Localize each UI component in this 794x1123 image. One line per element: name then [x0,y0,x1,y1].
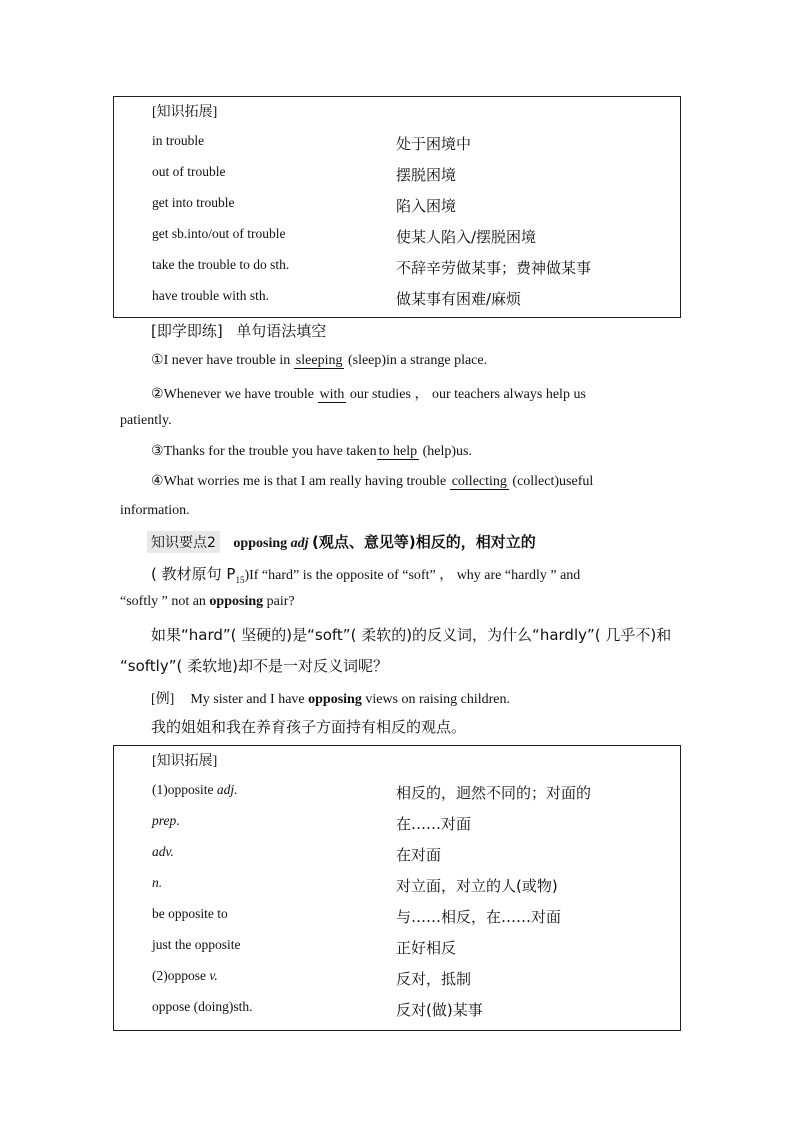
item-number: ② [151,387,164,402]
box-header: [知识拓展] [152,754,218,769]
knowledge-box-trouble [113,96,681,318]
practice-title: 单句语法填空 [236,322,327,340]
phrase-row [152,133,672,155]
phrase-row [152,906,672,928]
practice-item-4-cont: information. [120,503,190,518]
phrase-en: oppose (doing)sth. [152,999,253,1014]
knowledge-box-opposite [113,745,681,1031]
phrase-row [152,999,672,1021]
phrase-zh: 在对面 [396,846,442,864]
phrase-en-text: (1)opposite [152,782,217,797]
phrase-zh: 对立面，对立的人(或物) [396,877,558,895]
phrase-row [152,195,672,217]
knowledge-point-heading [147,531,536,553]
phrase-en [152,813,180,829]
phrase-zh: 反对(做)某事 [396,1001,483,1019]
item-text: Whenever we have trouble [163,387,318,402]
practice-header: [即学即练] [151,322,223,340]
source-page: 15 [235,574,245,585]
phrase-zh: 不辞辛劳做某事；费神做某事 [396,259,592,277]
translation-line-2: “softly”( 柔软地)却不是一对反义词呢？ [120,657,388,675]
item-number: ④ [151,474,164,489]
phrase-en [152,844,174,860]
source-bold: opposing [209,594,264,609]
item-number: ③ [151,444,164,459]
phrase-zh: 摆脱困境 [396,166,457,184]
phrase-en [152,782,238,798]
phrase-zh: 反对，抵制 [396,970,472,988]
phrase-zh: 相反的，迥然不同的；对面的 [396,784,592,802]
phrase-en-pos: n. [152,875,163,890]
phrase-row [152,844,672,866]
point-meaning: (观点、意见等)相反的，相对立的 [312,533,536,551]
example-bold: opposing [308,692,362,707]
item-text: (help)us. [419,444,472,459]
phrase-en-pos: adj. [216,782,238,797]
answer-blank: collecting [451,474,507,489]
practice-item-2-cont: patiently. [120,413,172,428]
source-sentence [151,563,673,585]
phrase-en: in trouble [152,133,205,148]
phrase-en-pos: v. [209,968,218,983]
phrase-zh: 使某人陷入/摆脱困境 [396,228,537,246]
phrase-en [152,968,218,984]
answer-blank: with [319,387,345,402]
item-text: our studies ， our teachers always help us [346,387,586,402]
example-text: views on raising children. [361,692,510,707]
source-sentence-cont [120,594,295,610]
phrase-row [152,226,672,248]
translation-line-1: 如果“hard”( 坚硬的)是“soft”( 柔软的)的反义词，为什么“hardly”( 几乎不)和 [151,626,672,644]
item-text: (sleep)in a strange place. [344,353,488,368]
phrase-en: out of trouble [152,164,226,179]
source-label: ( 教材原句 P [151,565,236,583]
point-word: opposing [233,536,288,551]
phrase-en: just the opposite [152,937,241,952]
answer-blank: to help [378,444,418,459]
phrase-en: get into trouble [152,195,235,210]
phrase-zh: 在……对面 [396,815,472,833]
item-text: Thanks for the trouble you have taken [163,444,377,459]
phrase-en: get sb.into/out of trouble [152,226,286,241]
practice-item-4 [151,473,593,490]
phrase-en-pos: prep [152,813,177,828]
example-sentence [151,688,510,708]
answer-blank: sleeping [295,353,343,368]
phrase-zh: 与……相反，在……对面 [396,908,562,926]
example-text: My sister and I have [190,692,309,707]
phrase-row [152,813,672,835]
phrase-en-text: (2)oppose [152,968,210,983]
phrase-row [152,937,672,959]
phrase-en: have trouble with sth. [152,288,269,303]
box-header: [知识拓展] [152,105,218,120]
phrase-row [152,782,672,804]
point-pos: adj [290,536,309,551]
phrase-en-pos: adv. [152,844,174,859]
phrase-row [152,164,672,186]
phrase-zh: 处于困境中 [396,135,472,153]
phrase-row [152,875,672,897]
practice-heading [151,320,326,341]
item-text: I never have trouble in [163,353,294,368]
source-text: )If “hard” is the opposite of “soft” ， why are “hardly ” and [244,568,581,583]
example-translation: 我的姐姐和我在养育孩子方面持有相反的观点。 [151,718,467,736]
phrase-en: take the trouble to do sth. [152,257,290,272]
source-text: pair? [263,594,295,609]
phrase-zh: 正好相反 [396,939,457,957]
phrase-zh: 做某事有困难/麻烦 [396,290,522,308]
practice-item-2 [151,383,673,403]
example-label: [例] [151,692,175,707]
phrase-row [152,968,672,990]
item-text: What worries me is that I am really having trouble [163,474,450,489]
source-text: “softly ” not an [120,594,210,609]
phrase-en-text: . [176,813,180,828]
phrase-zh: 陷入困境 [396,197,457,215]
phrase-row [152,257,672,279]
point-tag: 知识要点2 [147,531,220,553]
item-number: ① [151,353,164,368]
item-text: (collect)useful [508,474,594,489]
phrase-row [152,288,672,310]
phrase-en [152,875,162,891]
practice-item-1 [151,352,487,369]
practice-item-3 [151,443,472,460]
phrase-en: be opposite to [152,906,228,921]
